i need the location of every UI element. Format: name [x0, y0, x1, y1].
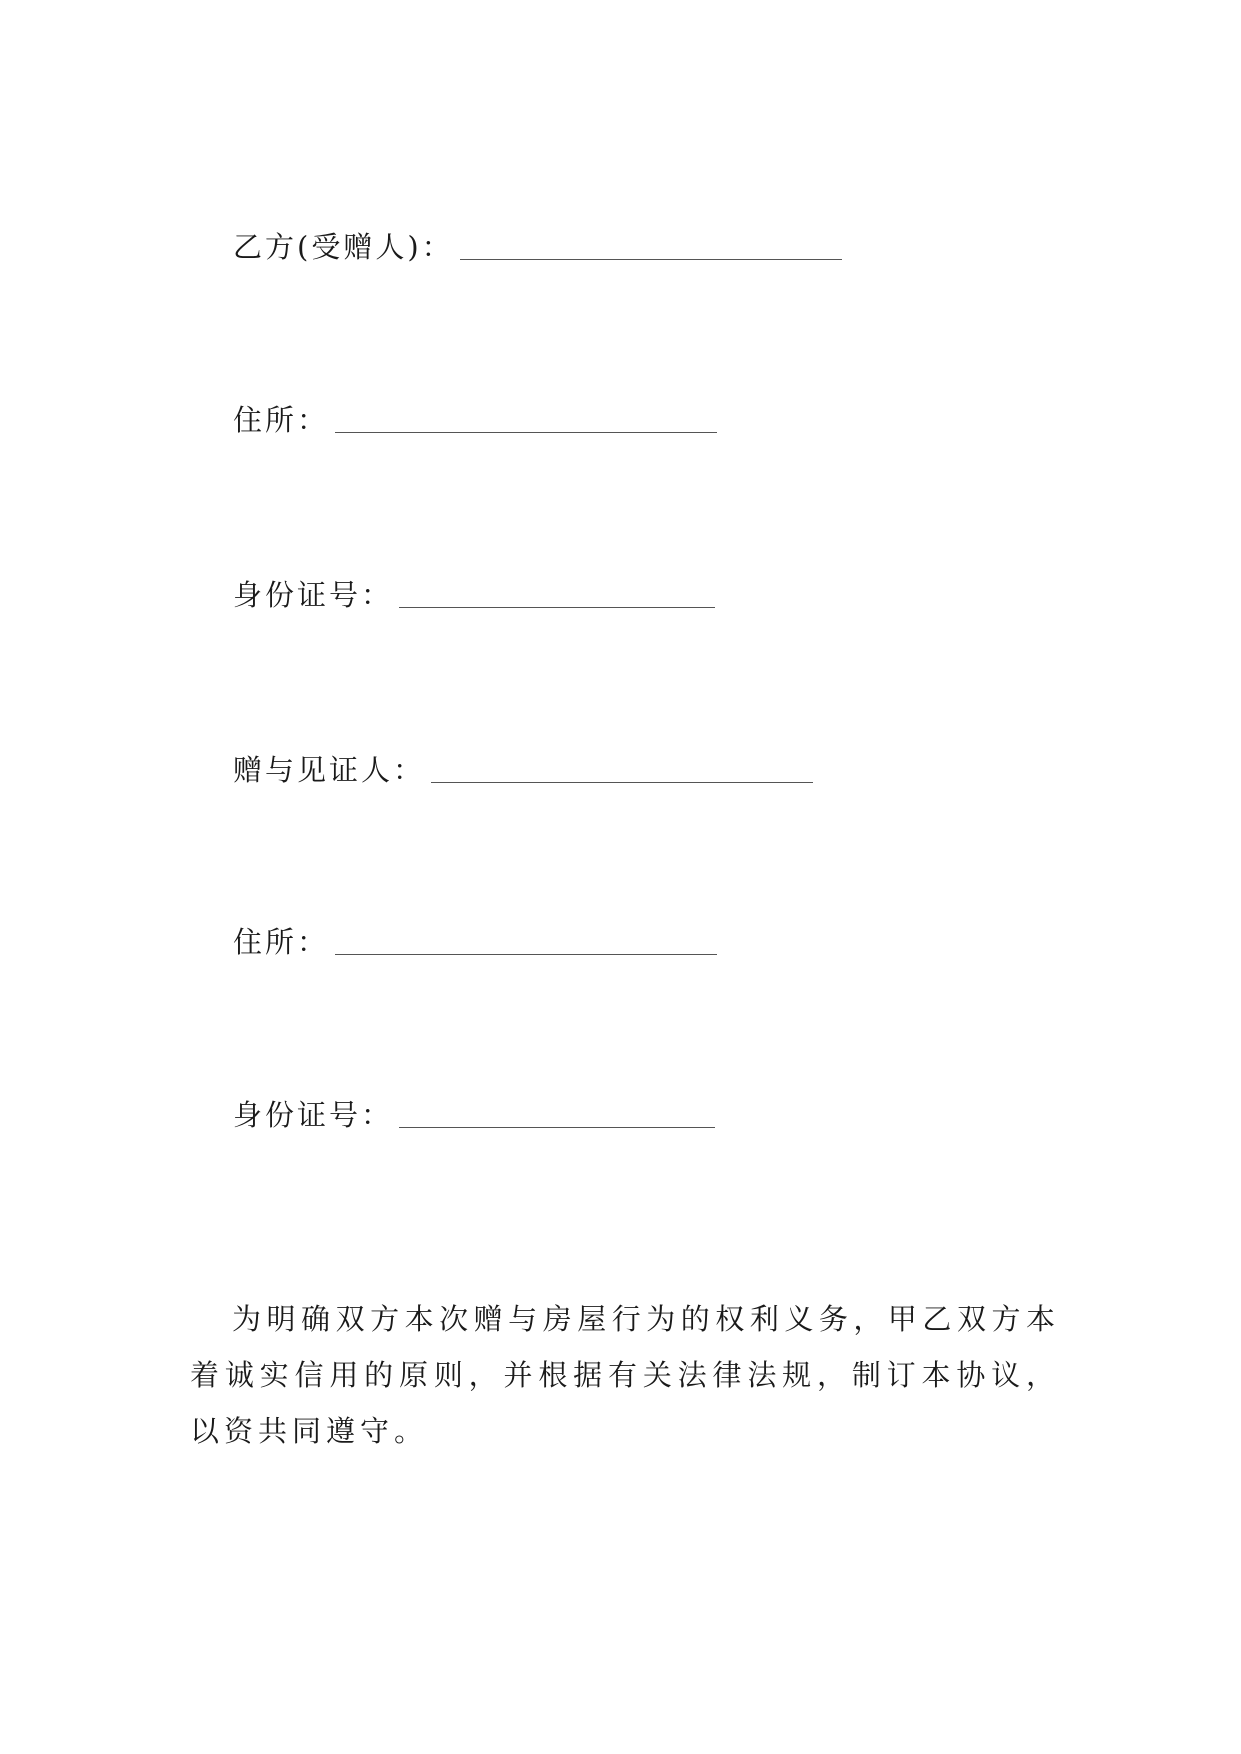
field-label: 乙方(受赠人)： [233, 229, 454, 264]
field-label: 身份证号： [233, 1097, 394, 1132]
field-donee-address [233, 393, 717, 443]
field-witness-address [233, 915, 717, 965]
field-label: 住所： [233, 402, 330, 437]
field-label: 赠与见证人： [233, 752, 426, 787]
blank-line [335, 432, 717, 433]
blank-line [460, 259, 842, 260]
blank-line [431, 782, 813, 783]
field-donee-id [233, 568, 715, 618]
field-label: 住所： [233, 924, 330, 959]
field-witness-id [233, 1088, 715, 1138]
agreement-purpose-paragraph: 为明确双方本次赠与房屋行为的权利义务，甲乙双方本着诚实信用的原则，并根据有关法律法规，制订本协议，以资共同遵守。 [190, 1302, 1060, 1448]
blank-line [399, 607, 715, 608]
field-donee [233, 220, 842, 270]
blank-line [399, 1127, 715, 1128]
field-witness [233, 743, 813, 793]
field-label: 身份证号： [233, 577, 394, 612]
blank-line [335, 954, 717, 955]
